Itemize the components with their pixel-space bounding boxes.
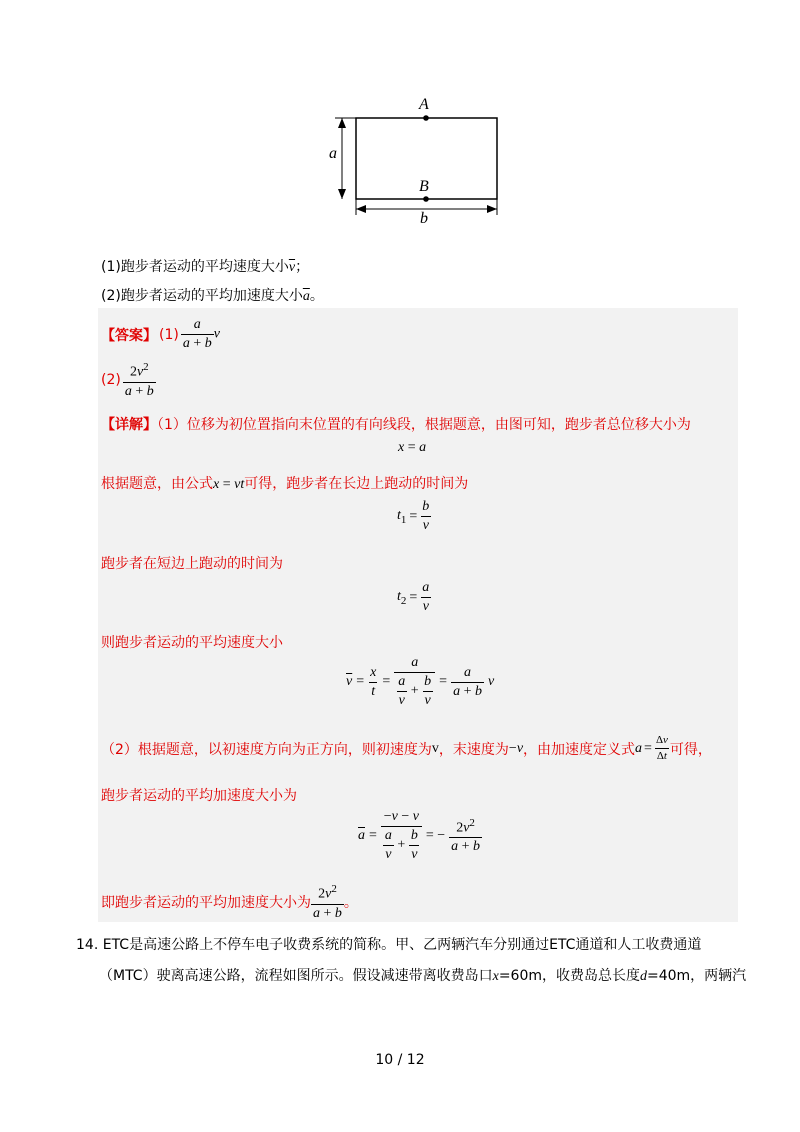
label-side-a: a <box>329 145 337 162</box>
eq-displacement: x = a <box>398 440 427 455</box>
eq-average-velocity: $\overline{v}$ = $\frac{x}{t}$ = a $\frac{a}{v}$ + $\frac{b}{v}$ = $\frac{a}{a + b}$ v <box>346 655 495 708</box>
detail-line-7: 即跑步者运动的平均加速度大小为 $\frac{2v^2}{a + b}$ 。 <box>101 883 358 921</box>
label-side-b: b <box>420 210 428 227</box>
eq-t2: $t_2$ = $\frac{a}{v}$ <box>397 580 430 614</box>
question-2: (2)跑步者运动的平均加速度大小$\overline{a}$。 <box>101 288 324 304</box>
answer-2-formula: $\frac{2v^2}{a + b}$ <box>124 361 154 399</box>
problem-14-line-2: （MTC）驶离高速公路，流程如图所示。假设减速带离收费岛口x=60m，收费岛总长度d=40m，两辆汽 <box>99 968 747 984</box>
detail-line-6: 跑步者运动的平均加速度大小为 <box>101 788 297 804</box>
label-a-top: A <box>419 96 429 113</box>
detail-line-2: 根据题意，由公式x = vt可得，跑步者在长边上跑动的时间为 <box>101 476 469 492</box>
page-number: 10 / 12 <box>375 1052 425 1068</box>
problem-14-line-1: 14. ETC是高速公路上不停车电子收费系统的简称。甲、乙两辆汽车分别通过ETC通道和人工收费通道 <box>76 937 702 953</box>
point-a <box>423 115 429 121</box>
detail-line-5: （2）根据题意，以初速度方向为正方向，则初速度为 v ，末速度为 −v ，由加速度定义式 a = $\frac{\Delta v}{\Delta t}$ 可得， <box>101 734 712 762</box>
answer-line-1: 【答案】 (1) $\frac{a}{a + b}$ v <box>101 317 220 351</box>
detail-line-4: 则跑步者运动的平均速度大小 <box>101 635 283 651</box>
point-b <box>423 196 429 202</box>
answer-line-2: (2) $\frac{2v^2}{a + b}$ <box>101 361 154 399</box>
detail-line-1: 【详解】（1）位移为初位置指向末位置的有向线段，根据题意，由图可知，跑步者总位移大小为 <box>101 417 691 433</box>
detail-line-3: 跑步者在短边上跑动的时间为 <box>101 556 283 572</box>
eq-t1: $t_1$ = $\frac{b}{v}$ <box>397 499 430 533</box>
answer-tag: 【答案】 <box>101 327 157 344</box>
answer-1-formula: $\frac{a}{a + b}$ v <box>182 317 220 351</box>
eq-average-acceleration: $\overline{a}$ = −v − v $\frac{a}{v}$ + $\frac{b}{v}$ = − $\frac{2v^2}{a + b}$ <box>358 809 481 862</box>
question-1: (1)跑步者运动的平均速度大小$\overline{v}$； <box>101 259 310 275</box>
label-b-bottom: B <box>419 178 429 195</box>
